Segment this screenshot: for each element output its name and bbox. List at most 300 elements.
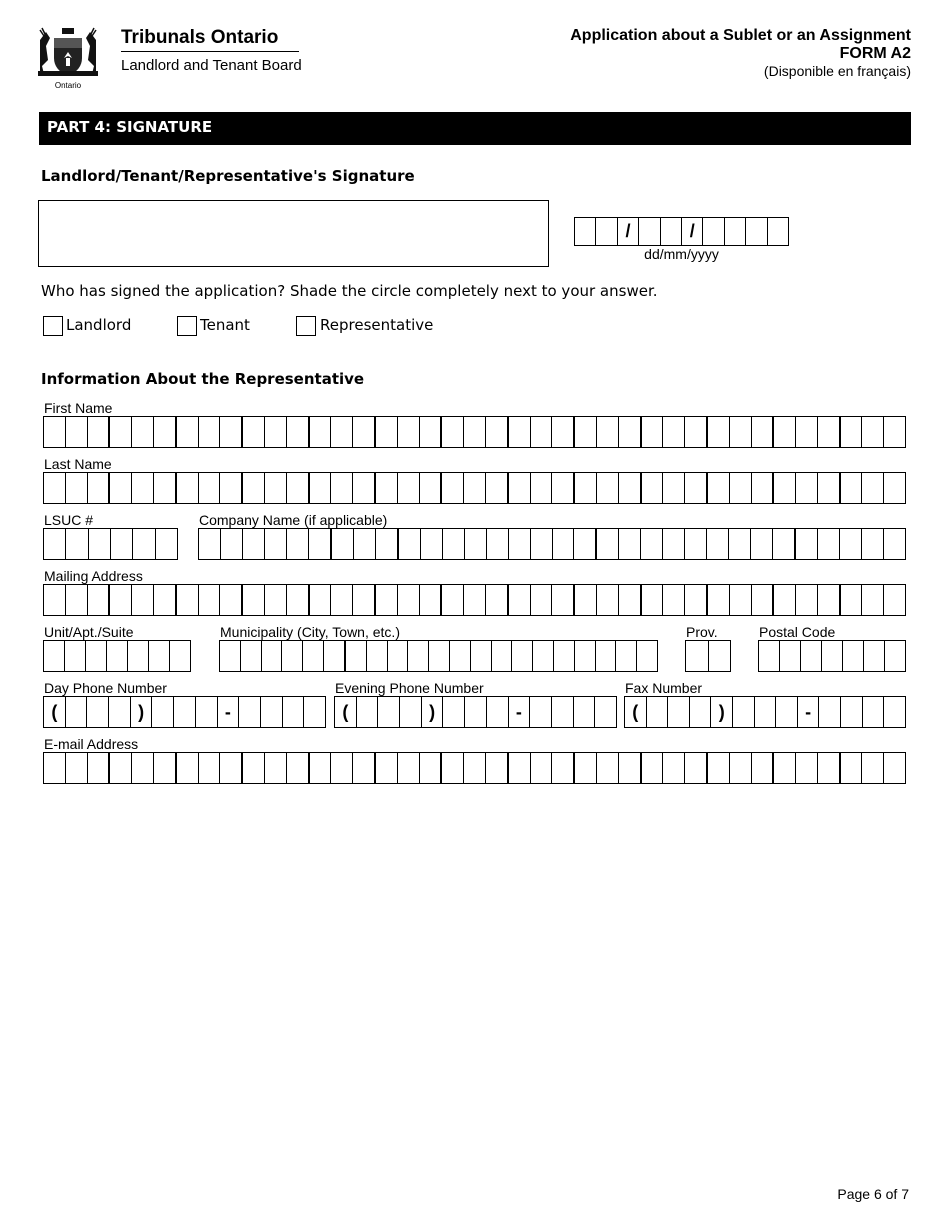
char-box: [642, 753, 664, 783]
char-box: [730, 417, 752, 447]
char-box: [751, 529, 773, 559]
char-box: [388, 641, 409, 671]
char-box: [619, 529, 641, 559]
representative-heading: Information About the Representative: [41, 370, 365, 388]
char-box: [818, 417, 841, 447]
char-box: [818, 473, 841, 503]
char-box: [88, 585, 111, 615]
char-box: [843, 641, 864, 671]
char-box: [199, 753, 221, 783]
char-box: [199, 529, 221, 559]
char-box: [111, 529, 133, 559]
char-box: [709, 641, 731, 671]
signature-field[interactable]: [38, 200, 549, 267]
signature-heading: Landlord/Tenant/Representative's Signature: [41, 167, 415, 185]
org-divider: [121, 51, 299, 52]
char-box: [429, 641, 450, 671]
char-box: [133, 529, 155, 559]
char-box: [752, 473, 775, 503]
char-box: [663, 753, 685, 783]
char-box: [708, 585, 730, 615]
company-name-label: Company Name (if applicable): [199, 512, 388, 528]
form-number: FORM A2: [839, 45, 911, 62]
char-box: [708, 753, 730, 783]
char-box: [88, 473, 111, 503]
char-box: ): [131, 697, 153, 727]
char-box: [399, 529, 421, 559]
char-box: [261, 697, 283, 727]
char-box: [597, 473, 619, 503]
mailing-address-field[interactable]: [43, 584, 906, 616]
char-box: [862, 753, 884, 783]
char-box: [107, 641, 128, 671]
char-box: [752, 753, 775, 783]
char-box: [841, 697, 863, 727]
char-box: [685, 417, 708, 447]
char-box: [324, 641, 346, 671]
char-box: [376, 753, 398, 783]
char-box: [884, 753, 905, 783]
unit-field[interactable]: [43, 640, 191, 672]
char-box: [309, 529, 332, 559]
char-box: [287, 585, 310, 615]
char-box: [884, 585, 905, 615]
char-box: [729, 529, 751, 559]
char-box: [509, 585, 531, 615]
char-box: [862, 585, 884, 615]
char-box: [862, 529, 884, 559]
char-box: ): [711, 697, 733, 727]
char-box: [487, 529, 509, 559]
char-box: [685, 473, 708, 503]
char-box: [398, 585, 420, 615]
char-box: [310, 753, 332, 783]
char-box: [685, 529, 707, 559]
char-box: [331, 753, 353, 783]
char-box: [87, 697, 109, 727]
char-box: [154, 417, 177, 447]
char-box: [156, 529, 177, 559]
char-box: [822, 641, 843, 671]
char-box: [265, 473, 287, 503]
char-box: [774, 585, 796, 615]
char-box: [154, 473, 177, 503]
char-box: [575, 585, 597, 615]
char-box: [44, 529, 66, 559]
page-number: Page 6 of 7: [837, 1186, 909, 1202]
char-box: [243, 585, 265, 615]
char-box: [796, 753, 818, 783]
signature-date-field[interactable]: [574, 217, 789, 246]
char-box: [331, 585, 353, 615]
char-box: [265, 417, 287, 447]
email-label: E-mail Address: [44, 736, 139, 752]
char-box: [376, 473, 398, 503]
first-name-label: First Name: [44, 400, 113, 416]
char-box: [354, 529, 376, 559]
lsuc-field[interactable]: [43, 528, 178, 560]
char-box: [531, 753, 553, 783]
char-box: [376, 529, 399, 559]
char-box: [509, 417, 531, 447]
char-box: [685, 585, 708, 615]
char-box: [554, 641, 575, 671]
evening-phone-field[interactable]: [334, 696, 617, 728]
char-box: [331, 417, 353, 447]
logo-caption: Ontario: [54, 81, 82, 90]
tenant-checkbox[interactable]: [177, 316, 197, 336]
char-box: [132, 753, 154, 783]
char-box: [509, 529, 531, 559]
char-box: [303, 641, 324, 671]
char-box: [376, 585, 398, 615]
char-box: [177, 473, 199, 503]
char-box: [575, 641, 596, 671]
char-box: [174, 697, 196, 727]
char-box: [818, 529, 840, 559]
char-box: [464, 585, 486, 615]
char-box: [420, 473, 443, 503]
char-box: [796, 417, 818, 447]
char-box: [310, 585, 332, 615]
char-box: [641, 529, 663, 559]
char-box: [287, 473, 310, 503]
org-subtitle: Landlord and Tenant Board: [121, 57, 302, 74]
char-box: [464, 473, 486, 503]
char-box: [663, 585, 685, 615]
char-box: [66, 417, 88, 447]
char-box: [66, 697, 88, 727]
first-name-field[interactable]: [43, 416, 906, 448]
char-box: [220, 417, 243, 447]
char-box: [619, 585, 642, 615]
char-box: [398, 753, 420, 783]
char-box: [642, 417, 664, 447]
char-box: [378, 697, 400, 727]
char-box: [730, 585, 752, 615]
char-box: [442, 753, 464, 783]
char-box: [862, 473, 884, 503]
char-box: [376, 417, 398, 447]
char-box: ): [422, 697, 444, 727]
char-box: [486, 585, 509, 615]
char-box: [619, 417, 642, 447]
char-box: [884, 697, 905, 727]
char-box: [780, 641, 801, 671]
char-box: [575, 417, 597, 447]
char-box: [442, 417, 464, 447]
char-box: [531, 529, 553, 559]
char-box: [796, 473, 818, 503]
char-box: [533, 641, 554, 671]
char-box: [841, 473, 863, 503]
char-box: [89, 529, 111, 559]
char-box: [44, 417, 66, 447]
char-box: -: [798, 697, 820, 727]
char-box: [420, 585, 443, 615]
char-box: [619, 753, 642, 783]
char-box: [574, 529, 597, 559]
char-box: [332, 529, 354, 559]
day-phone-field[interactable]: [43, 696, 326, 728]
char-box: [841, 585, 863, 615]
char-box: [597, 529, 619, 559]
char-box: [509, 473, 531, 503]
char-box: [241, 641, 262, 671]
char-box: [796, 529, 818, 559]
char-box: [575, 753, 597, 783]
landlord-option-label: Landlord: [66, 316, 132, 334]
char-box: [196, 697, 218, 727]
char-box: [597, 753, 619, 783]
char-box: [708, 417, 730, 447]
char-box: [331, 473, 353, 503]
char-box: [44, 585, 66, 615]
last-name-field[interactable]: [43, 472, 906, 504]
char-box: [642, 473, 664, 503]
char-box: [442, 473, 464, 503]
char-box: [774, 417, 796, 447]
date-format-hint: dd/mm/yyyy: [644, 246, 719, 262]
char-box: [730, 753, 752, 783]
fax-label: Fax Number: [625, 680, 703, 696]
char-box: [88, 753, 111, 783]
char-box: [408, 641, 429, 671]
char-box: [239, 697, 261, 727]
char-box: [597, 585, 619, 615]
char-box: [199, 473, 221, 503]
char-box: [152, 697, 174, 727]
char-box: [595, 697, 616, 727]
char-box: -: [218, 697, 240, 727]
char-box: [663, 473, 685, 503]
char-box: [221, 529, 243, 559]
char-box: -: [509, 697, 531, 727]
char-box: [220, 641, 241, 671]
char-box: [132, 417, 154, 447]
char-box: [755, 697, 777, 727]
char-box: [642, 585, 664, 615]
char-box: [552, 697, 574, 727]
char-box: [66, 753, 88, 783]
char-box: [220, 585, 243, 615]
char-box: [685, 753, 708, 783]
char-box: [420, 417, 443, 447]
char-box: [287, 753, 310, 783]
char-box: [637, 641, 657, 671]
mailing-address-label: Mailing Address: [44, 568, 143, 584]
char-box: [282, 641, 303, 671]
char-box: [774, 753, 796, 783]
date-separator: /: [618, 218, 639, 245]
char-box: [44, 473, 66, 503]
char-box: [818, 753, 841, 783]
landlord-checkbox[interactable]: [43, 316, 63, 336]
char-box: [110, 585, 132, 615]
char-box: [752, 417, 775, 447]
char-box: [110, 753, 132, 783]
char-box: (: [335, 697, 357, 727]
char-box: [398, 417, 420, 447]
char-box: [88, 417, 111, 447]
char-box: [199, 417, 221, 447]
char-box: [884, 417, 905, 447]
char-box: [177, 417, 199, 447]
province-label: Prov.: [686, 624, 718, 640]
char-box: [818, 585, 841, 615]
char-box: [492, 641, 513, 671]
char-box: [619, 473, 642, 503]
char-box: [884, 473, 905, 503]
char-box: [132, 585, 154, 615]
char-box: [647, 697, 669, 727]
char-box: [759, 641, 780, 671]
char-box: [44, 753, 66, 783]
char-box: [486, 417, 509, 447]
char-box: [553, 529, 575, 559]
char-box: [776, 697, 798, 727]
char-box: [154, 585, 177, 615]
char-box: [575, 473, 597, 503]
char-box: [574, 697, 596, 727]
char-box: [443, 697, 465, 727]
char-box: [66, 585, 88, 615]
char-box: [243, 417, 265, 447]
char-box: [616, 641, 637, 671]
form-title: Application about a Sublet or an Assignment: [570, 27, 911, 44]
char-box: [774, 473, 796, 503]
char-box: [663, 529, 685, 559]
fax-field[interactable]: [624, 696, 906, 728]
unit-label: Unit/Apt./Suite: [44, 624, 134, 640]
char-box: [509, 753, 531, 783]
char-box: [862, 417, 884, 447]
province-field[interactable]: [685, 640, 731, 672]
char-box: [552, 753, 575, 783]
municipality-field[interactable]: [219, 640, 658, 672]
char-box: [690, 697, 712, 727]
char-box: [885, 641, 905, 671]
char-box: [531, 473, 553, 503]
char-box: [552, 585, 575, 615]
char-box: [149, 641, 170, 671]
char-box: [357, 697, 379, 727]
char-box: [128, 641, 149, 671]
char-box: [530, 697, 552, 727]
char-box: [66, 529, 88, 559]
char-box: [287, 417, 310, 447]
char-box: (: [625, 697, 647, 727]
char-box: [840, 529, 862, 559]
char-box: [531, 417, 553, 447]
char-box: [367, 641, 388, 671]
char-box: [884, 529, 905, 559]
char-box: [65, 641, 86, 671]
email-field[interactable]: [43, 752, 906, 784]
char-box: [310, 417, 332, 447]
char-box: [177, 585, 199, 615]
char-box: [486, 753, 509, 783]
char-box: [596, 641, 617, 671]
char-box: [170, 641, 190, 671]
char-box: [262, 641, 283, 671]
french-note: (Disponible en français): [763, 63, 911, 79]
char-box: [801, 641, 822, 671]
char-box: [154, 753, 177, 783]
representative-option-label: Representative: [320, 316, 434, 334]
org-title: Tribunals Ontario: [121, 27, 279, 48]
char-box: [552, 473, 575, 503]
char-box: [66, 473, 88, 503]
char-box: [420, 753, 443, 783]
char-box: [400, 697, 422, 727]
char-box: [730, 473, 752, 503]
signer-question: Who has signed the application? Shade the circle completely next to your answer.: [41, 282, 658, 300]
postal-code-field[interactable]: [758, 640, 906, 672]
municipality-label: Municipality (City, Town, etc.): [220, 624, 400, 640]
char-box: [708, 473, 730, 503]
char-box: [733, 697, 755, 727]
char-box: [465, 529, 487, 559]
char-box: [663, 417, 685, 447]
char-box: [199, 585, 221, 615]
char-box: [686, 641, 709, 671]
company-name-field[interactable]: [198, 528, 906, 560]
char-box: [487, 697, 509, 727]
char-box: [177, 753, 199, 783]
char-box: [421, 529, 443, 559]
char-box: [243, 753, 265, 783]
char-box: [243, 473, 265, 503]
char-box: [796, 585, 818, 615]
char-box: [132, 473, 154, 503]
char-box: [531, 585, 553, 615]
char-box: [304, 697, 325, 727]
char-box: [512, 641, 533, 671]
char-box: [841, 417, 863, 447]
char-box: [287, 529, 309, 559]
char-box: [864, 641, 885, 671]
char-box: [597, 417, 619, 447]
char-box: [353, 753, 376, 783]
char-box: [283, 697, 305, 727]
tenant-option-label: Tenant: [200, 316, 250, 334]
char-box: [310, 473, 332, 503]
char-box: [346, 641, 367, 671]
representative-checkbox[interactable]: [296, 316, 316, 336]
char-box: [668, 697, 690, 727]
last-name-label: Last Name: [44, 456, 112, 472]
char-box: [443, 529, 465, 559]
char-box: [220, 473, 243, 503]
char-box: [471, 641, 492, 671]
char-box: [86, 641, 107, 671]
date-separator: /: [682, 218, 703, 245]
char-box: [353, 473, 376, 503]
char-box: [442, 585, 464, 615]
char-box: [464, 753, 486, 783]
char-box: [398, 473, 420, 503]
char-box: [110, 417, 132, 447]
char-box: [265, 529, 287, 559]
char-box: [109, 697, 131, 727]
char-box: [752, 585, 775, 615]
char-box: [353, 417, 376, 447]
char-box: [486, 473, 509, 503]
evening-phone-label: Evening Phone Number: [335, 680, 484, 696]
char-box: [707, 529, 729, 559]
char-box: [841, 753, 863, 783]
